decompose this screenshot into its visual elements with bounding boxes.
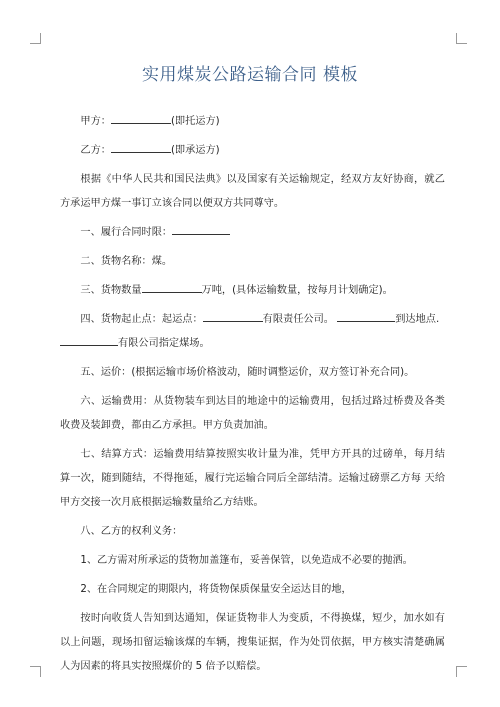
quantity-blank[interactable] xyxy=(142,281,202,293)
clause-2: 二、货物名称：煤。 xyxy=(80,256,173,267)
crop-mark-top-left xyxy=(30,33,41,44)
party-b-blank[interactable] xyxy=(111,141,171,153)
party-a-blank[interactable] xyxy=(111,112,171,124)
preamble-paragraph: 根据《中华人民共和国民法典》以及国家有关运输规定，经双方友好协商，就乙方承运甲方煤一事订立该合同以便双方共同尊守。 xyxy=(60,174,445,209)
origin-blank[interactable] xyxy=(203,310,263,322)
clause-1: 一、履行合同时限： xyxy=(60,221,445,245)
clause-4: 四、货物起止点：起运点： 有限责任公司。 到达地点. 有限公司指定煤场。 xyxy=(60,308,445,356)
clause-8-item-1: 1、乙方需对所承运的货物加盖篷布，妥善保管，以免造成不必要的抛洒。 xyxy=(80,555,413,566)
crop-mark-bottom-right xyxy=(456,666,467,677)
clause-7: 七、结算方式：运输费用结算按照实收计量为准，凭甲方开具的过磅单，每月结算一次，随到随结，不得拖延，履行完运输合同后全部结清。运输过磅票乙方每 天给甲方交接一次月底根据运输数量给乙方结账。 xyxy=(60,449,445,508)
clause-8-item-2: 2、在合同规定的期限内，将货物保质保量安全运达目的地， xyxy=(80,584,352,595)
destination-blank[interactable] xyxy=(337,310,395,322)
crop-mark-top-right xyxy=(456,33,467,44)
clause-8: 八、乙方的权利义务： xyxy=(80,526,183,537)
clause-3: 三、货物数量 万吨，(具体运输数量，按每月计划确定)。 xyxy=(60,279,445,303)
crop-mark-bottom-left xyxy=(30,666,41,677)
clause-6: 六、运输费用：从货物装车到达目的地途中的运输费用，包括过路过桥费及各类收费及装卸费，都由乙方承担。甲方负责加油。 xyxy=(60,396,445,431)
party-b-line: 乙方： (即承运方) xyxy=(60,139,445,163)
clause-8-item-3: 按时向收货人告知到达通知，保证货物非人为变质，不得换煤，短少，加水如有以上问题，现场扣留运输该煤的车辆，搜集证据，作为处罚依据，甲方核实清楚确属人为因素的将具实按照煤价的 5 倍予以赔偿。 xyxy=(60,613,445,672)
clause-5: 五、运价：(根据运输市场价格波动，随时调整运价，双方签订补充合同)。 xyxy=(80,367,415,378)
document-body xyxy=(60,110,445,679)
contract-term-blank[interactable] xyxy=(172,223,230,235)
document-title: 实用煤炭公路运输合同 模板 xyxy=(142,65,358,85)
destination-company-blank[interactable] xyxy=(60,334,118,346)
party-a-line: 甲方： (即托运方) xyxy=(60,110,445,134)
